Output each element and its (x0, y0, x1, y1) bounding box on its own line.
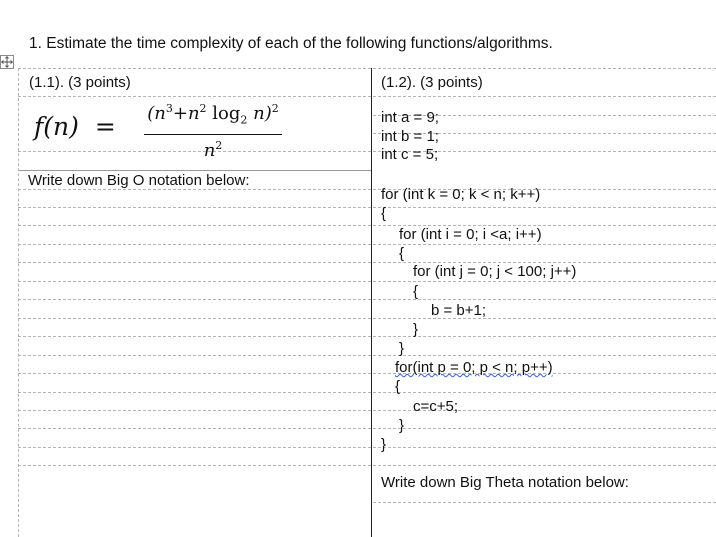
code-line: { (413, 283, 419, 300)
code-line: int c = 5; (381, 146, 439, 163)
question-title: 1. Estimate the time complexity of each of the following functions/algorithms. (29, 35, 553, 52)
table-left-border (18, 68, 19, 537)
formula-lhs: f(n) = (34, 112, 116, 141)
row-divider (18, 465, 716, 466)
row-divider (18, 318, 716, 319)
code-line: b = b+1; (431, 302, 487, 319)
row-divider (18, 447, 716, 448)
code-line: { (381, 205, 387, 222)
row-divider (18, 189, 716, 190)
code-line: for (int i = 0; i <a; i++) (399, 226, 542, 243)
table-top-border (18, 68, 716, 69)
code-line: c=c+5; (413, 398, 459, 415)
row-divider (18, 392, 716, 393)
code-line: for(int p = 0; p < n; p++) (395, 359, 553, 376)
code-line: int a = 9; (381, 109, 439, 126)
table-move-handle-icon[interactable] (0, 55, 14, 69)
formula-denominator: $n^2$ (203, 138, 223, 161)
row-divider (18, 336, 716, 337)
big-o-instruction: Write down Big O notation below: (28, 172, 250, 189)
row-divider (18, 373, 716, 374)
code-line: { (399, 245, 405, 262)
code-line: } (399, 417, 405, 434)
row-divider (18, 355, 716, 356)
row-divider (18, 410, 716, 411)
row-divider (18, 225, 716, 226)
right-column-header: (1.2). (3 points) (381, 74, 483, 91)
row-divider (18, 262, 716, 263)
row-divider (18, 244, 716, 245)
row-divider (18, 281, 716, 282)
big-theta-instruction: Write down Big Theta notation below: (381, 474, 629, 491)
fraction-bar (144, 134, 282, 135)
code-line: } (399, 340, 405, 357)
row-divider (18, 428, 716, 429)
code-line: } (413, 321, 419, 338)
row-divider (18, 299, 716, 300)
formula-row-divider (18, 170, 371, 171)
left-column-header: (1.1). (3 points) (29, 74, 131, 91)
code-line: for (int k = 0; k < n; k++) (381, 186, 541, 203)
code-line: { (395, 378, 401, 395)
row-divider (18, 207, 716, 208)
row-divider (18, 151, 716, 152)
code-line: for (int j = 0; j < 100; j++) (413, 263, 577, 280)
row-divider (18, 96, 716, 97)
code-line: int b = 1; (381, 128, 439, 145)
row-divider (373, 502, 716, 503)
formula-fraction (138, 98, 288, 161)
code-line: } (381, 436, 387, 453)
formula-numerator: ($n^3+n^2$ $\log_2 n)^2$ (147, 102, 279, 127)
column-divider (371, 68, 372, 537)
